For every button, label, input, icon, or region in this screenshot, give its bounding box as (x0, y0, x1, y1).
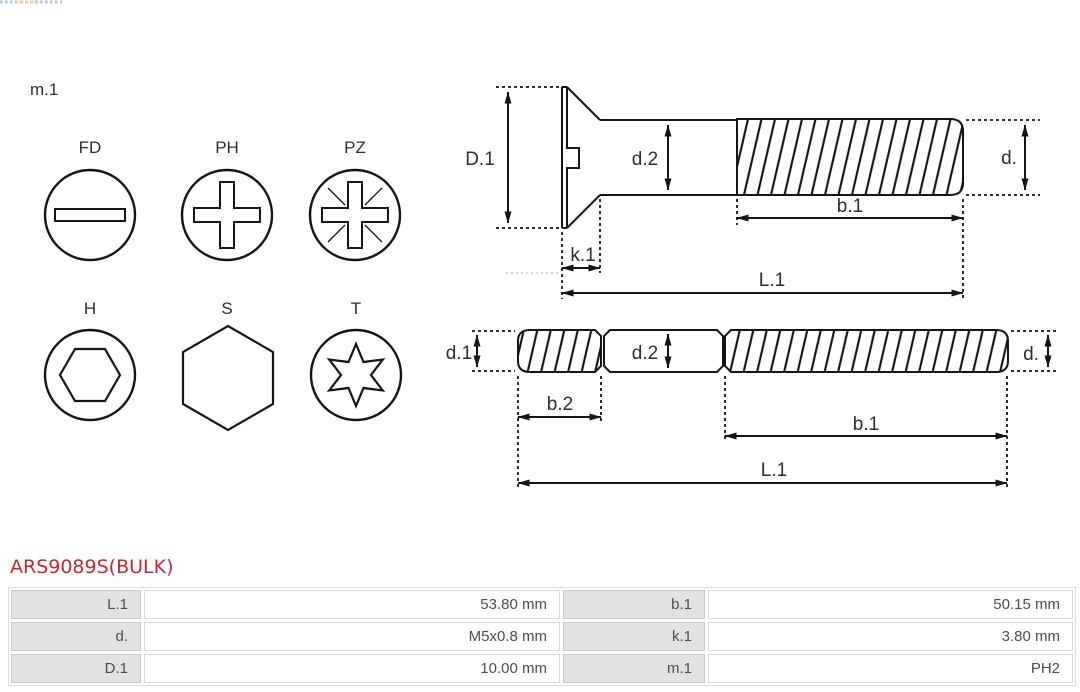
drive-label-s: S (221, 299, 233, 318)
table-row (11, 590, 1073, 619)
spec-label-b1: b.1 (563, 590, 705, 619)
dim-label-d-top: d. (1001, 148, 1017, 169)
spec-value-b1: 50.15 mm (708, 590, 1073, 619)
spec-label-D1: D.1 (11, 654, 141, 683)
drive-icon-hex-external-s (183, 326, 273, 430)
drive-label-h: H (83, 299, 97, 318)
spec-label-L1: L.1 (11, 590, 141, 619)
spec-table (8, 587, 1076, 686)
drive-icon-phillips-ph (182, 170, 272, 260)
spec-value-m1: PH2 (708, 654, 1073, 683)
dim-label-k1-top: k.1 (570, 245, 596, 266)
drive-label-ph: PH (215, 138, 239, 157)
spec-value-k1: 3.80 mm (708, 622, 1073, 651)
drive-label-pz: PZ (344, 138, 366, 157)
dim-label-b2-bottom: b.2 (546, 394, 574, 415)
spec-value-L1: 53.80 mm (144, 590, 560, 619)
dim-label-d-bottom: d. (1023, 344, 1039, 365)
drive-icon-pozidriv-pz (310, 170, 400, 260)
drive-label-fd: FD (78, 138, 102, 157)
spec-label-k1: k.1 (563, 622, 705, 651)
part-number-title: ARS9089S(BULK) (10, 556, 174, 578)
drive-label-t: T (350, 299, 362, 318)
dim-label-b1-top: b.1 (836, 196, 864, 217)
drive-icon-flat-fd (45, 170, 135, 260)
table-row (11, 622, 1073, 651)
spec-label-d: d. (11, 622, 141, 651)
dim-label-d2-top: d.2 (631, 149, 659, 170)
stud-screw-drawing (446, 330, 1056, 488)
spec-label-m1: m.1 (563, 654, 705, 683)
countersunk-screw-drawing (465, 87, 1040, 299)
dim-label-b1-bottom: b.1 (852, 414, 880, 435)
drive-icon-hex-socket-h (45, 330, 135, 420)
dim-label-D1-top: D.1 (465, 149, 495, 170)
dim-label-L1-bottom: L.1 (760, 460, 788, 481)
drive-icon-torx-t (311, 330, 401, 420)
dim-label-d2-bottom: d.2 (631, 343, 659, 364)
dim-label-L1-top: L.1 (758, 270, 786, 291)
spec-value-D1: 10.00 mm (144, 654, 560, 683)
dim-label-d1-bottom: d.1 (445, 343, 473, 364)
spec-value-d: M5x0.8 mm (144, 622, 560, 651)
table-row (11, 654, 1073, 683)
measure-label-m1: m.1 (30, 80, 59, 99)
